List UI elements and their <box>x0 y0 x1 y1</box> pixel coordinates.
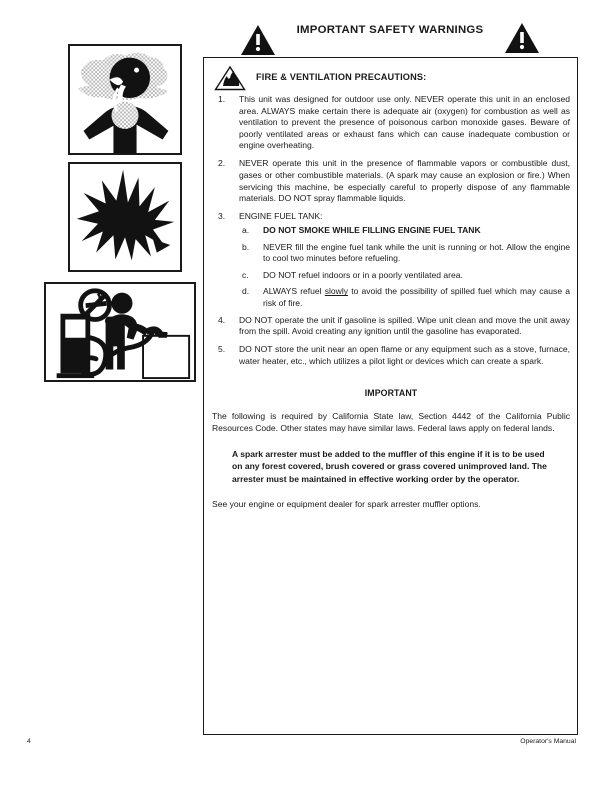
list-marker: 3. <box>218 211 226 222</box>
list-item-text: This unit was designed for outdoor use only. NEVER operate this unit in an enclosed area. ALWAYS make certain there is adequate air (oxygen) for combustion as well as ventilation to prevent the presence of poisonous carbon monoxide gases. Beware of poorly ventilated areas or exhaust fans which can cause inadequate combustion or engine overheating. <box>239 94 570 151</box>
list-item <box>239 270 570 282</box>
illustration-explosion <box>68 162 182 272</box>
precautions-list <box>212 94 570 367</box>
section-heading <box>212 65 570 91</box>
list-marker: c. <box>242 269 249 280</box>
fire-hazard-triangle-icon <box>214 65 246 91</box>
list-marker: 1. <box>218 94 226 104</box>
illustration-no-smoking-refueling <box>44 282 196 382</box>
list-marker: d. <box>242 286 250 297</box>
list-item-text-before: ALWAYS refuel <box>263 286 325 297</box>
fuel-tank-sublist <box>239 225 570 310</box>
list-item <box>212 211 570 309</box>
important-heading: IMPORTANT <box>364 388 418 399</box>
page-number: 4 <box>27 738 31 745</box>
no-smoking-while-refueling-pictogram <box>46 284 194 380</box>
section-heading-label: FIRE & VENTILATION PRECAUTIONS: <box>256 72 427 82</box>
list-item-text: DO NOT SMOKE WHILE FILLING ENGINE FUEL TANK <box>263 224 481 235</box>
manual-label: Operator's Manual <box>520 738 576 745</box>
list-item-text: DO NOT operate the unit if gasoline is spilled. Wipe unit clean and move the unit away from the spill. Avoid creating any ignition until the gasoline has evaporated. <box>239 314 570 337</box>
spark-arrester-notice: A spark arrester must be added to the muffler of this engine if it is to be used on any forest covered, brush covered or grass covered unimproved land. The arrester must be maintained in effective working order by the operator. <box>232 448 547 484</box>
list-item <box>239 286 570 309</box>
list-item <box>212 315 570 338</box>
list-item-text: DO NOT refuel indoors or in a poorly ventilated area. <box>263 269 463 280</box>
page-header <box>200 20 580 58</box>
safety-warnings-panel <box>203 57 578 735</box>
list-marker: b. <box>242 241 250 252</box>
list-item <box>212 94 570 152</box>
list-item <box>239 242 570 265</box>
california-law-paragraph: The following is required by California State law, Section 4442 of the California Public Resources Code. Other states may have similar laws. Federal laws apply on federal lands. <box>212 411 570 433</box>
list-item-text-underlined: slowly <box>324 286 349 297</box>
list-item-text: DO NOT store the unit near an open flame or any equipment such as a stove, furnace, water heater, etc., which utilizes a pilot light or devices which can create a spark. <box>239 344 570 366</box>
list-item-text: ENGINE FUEL TANK: <box>239 211 323 222</box>
illustration-carbon-monoxide <box>68 44 182 155</box>
page-footer <box>0 738 612 754</box>
list-marker: a. <box>242 224 250 235</box>
explosion-pictogram <box>70 164 180 270</box>
list-marker: 5. <box>218 344 226 355</box>
list-item <box>239 225 570 237</box>
list-marker: 2. <box>218 158 226 169</box>
list-marker: 4. <box>218 314 226 325</box>
list-item <box>212 344 570 367</box>
dealer-closing-paragraph: See your engine or equipment dealer for spark arrester muffler options. <box>212 499 481 510</box>
list-item-text: NEVER operate this unit in the presence of flammable vapors or combustible dust, gases or other combustible materials. (A spark may cause an explosion or fire.) When servicing this machine, be especially careful to properly dispose of any flammable materials. DO NOT spray flammable liquids. <box>239 158 570 204</box>
page-title: IMPORTANT SAFETY WARNINGS <box>296 24 484 36</box>
carbon-monoxide-poisoning-pictogram <box>70 46 180 153</box>
warning-triangle-icon <box>504 22 540 54</box>
list-item-text: NEVER fill the engine fuel tank while the unit is running or hot. Allow the engine to cool two minutes before refueling. <box>263 241 570 264</box>
list-item-text-after: to avoid the possibility of spilled fuel which may cause a risk of fire. <box>263 286 571 308</box>
list-item <box>212 158 570 204</box>
